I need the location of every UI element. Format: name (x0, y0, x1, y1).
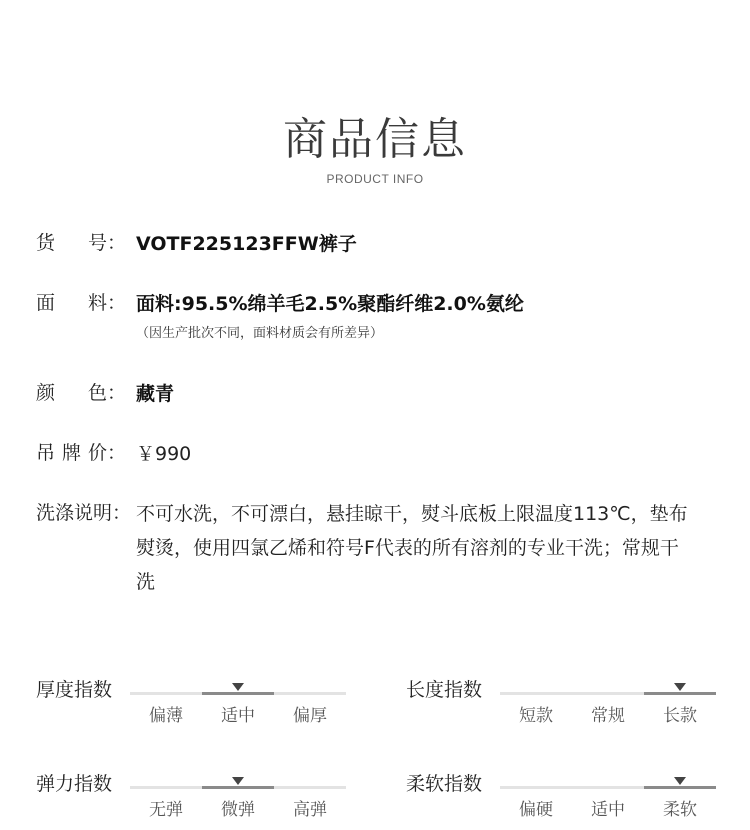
color-label (36, 377, 126, 409)
index-option: 偏厚 (293, 706, 327, 726)
index-options (500, 798, 716, 822)
length-index (406, 676, 716, 736)
color-label-char: 颜 (36, 382, 56, 404)
index-marker-icon (674, 777, 686, 785)
elasticity-index (36, 770, 346, 830)
sku-label (36, 227, 126, 259)
price-label-char: 价： (87, 442, 126, 464)
index-marker-icon (232, 683, 244, 691)
index-track-segment (572, 692, 644, 695)
fabric-note: （因生产批次不同，面料材质会有所差异） (136, 326, 384, 341)
index-track-segment (644, 786, 716, 789)
page-subtitle: PRODUCT INFO (326, 172, 424, 186)
index-track-segment (644, 692, 716, 695)
color-label-char: 色： (87, 382, 126, 404)
index-label: 长度指数 (406, 679, 483, 701)
washing-line: 洗 (136, 571, 156, 593)
sku-value: VOTF225123FFW裤子 (136, 233, 357, 255)
price-label-char: 牌 (61, 442, 81, 464)
index-marker-icon (674, 683, 686, 691)
index-option: 微弹 (221, 800, 255, 820)
washing-value (136, 497, 716, 599)
index-track-segment (572, 786, 644, 789)
index-option: 柔软 (663, 800, 697, 820)
index-label: 柔软指数 (406, 773, 483, 795)
fabric-label (36, 287, 126, 319)
washing-label: 洗涤说明： (36, 502, 132, 524)
index-track-segment (130, 692, 202, 695)
index-track (500, 786, 716, 789)
washing-line: 熨烫，使用四氯乙烯和符号F代表的所有溶剂的专业干洗；常规干 (136, 537, 679, 559)
index-track-segment (500, 786, 572, 789)
sku-label-char: 货 (36, 232, 56, 254)
color-value: 藏青 (136, 383, 175, 405)
price-label (36, 437, 126, 469)
index-option: 适中 (221, 706, 255, 726)
index-option: 短款 (519, 706, 553, 726)
thickness-index (36, 676, 346, 736)
index-track-segment (274, 692, 346, 695)
index-label: 弹力指数 (36, 773, 113, 795)
page-title: 商品信息 (283, 114, 467, 165)
fabric-value: 面料:95.5%绵羊毛2.5%聚酯纤维2.0%氨纶 (136, 293, 524, 315)
index-option: 无弹 (149, 800, 183, 820)
fabric-label-char: 料： (87, 292, 126, 314)
index-track (130, 692, 346, 695)
washing-line: 不可水洗，不可漂白，悬挂晾干，熨斗底板上限温度113℃，垫布 (136, 503, 688, 525)
index-option: 偏薄 (149, 706, 183, 726)
index-options (130, 798, 346, 822)
index-track (500, 692, 716, 695)
index-track-segment (202, 692, 274, 695)
index-option: 适中 (591, 800, 625, 820)
index-track-segment (130, 786, 202, 789)
fabric-label-char: 面 (36, 292, 56, 314)
index-option: 高弹 (293, 800, 327, 820)
index-option: 常规 (591, 706, 625, 726)
index-track (130, 786, 346, 789)
index-track-segment (202, 786, 274, 789)
index-label: 厚度指数 (36, 679, 113, 701)
index-marker-icon (232, 777, 244, 785)
index-track-segment (500, 692, 572, 695)
index-options (130, 704, 346, 728)
index-option: 偏硬 (519, 800, 553, 820)
sku-label-char: 号： (87, 232, 126, 254)
index-option: 长款 (663, 706, 697, 726)
softness-index (406, 770, 716, 830)
index-options (500, 704, 716, 728)
price-value: ￥990 (136, 443, 192, 465)
index-track-segment (274, 786, 346, 789)
price-label-char: 吊 (36, 442, 56, 464)
